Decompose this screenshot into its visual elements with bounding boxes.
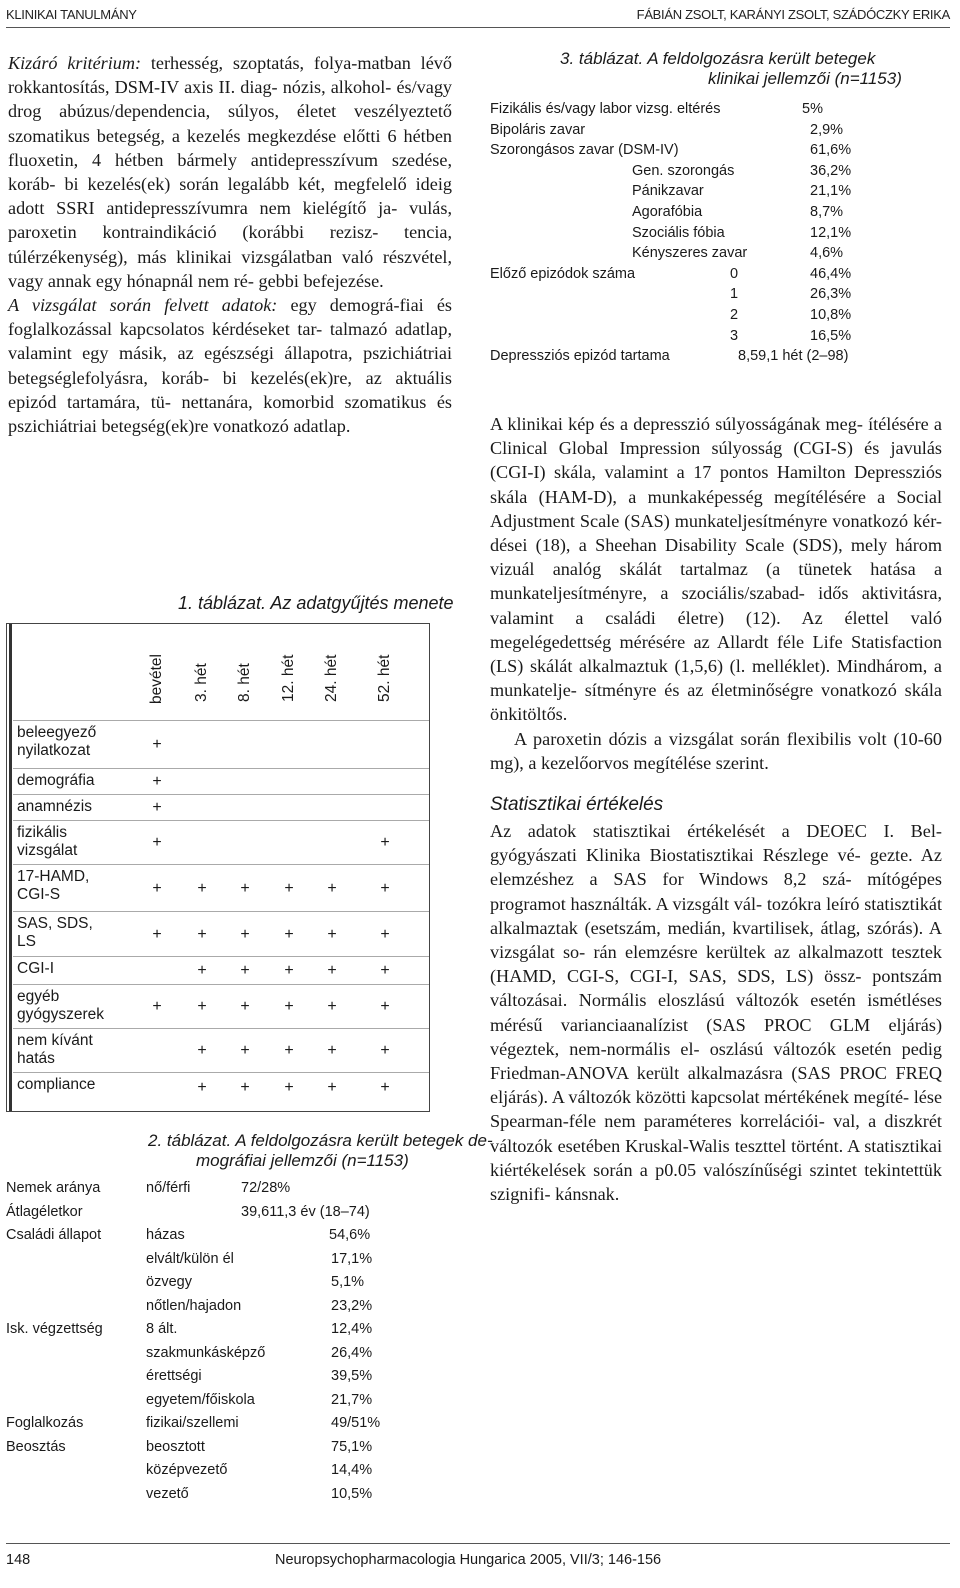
dosage-paragraph: [490, 727, 942, 775]
table3-caption-line1: 3. táblázat. A feldolgozásra került betegek: [560, 49, 876, 68]
text-line: esetén ismétléses mérésű varianciaanalízist (SAS: [490, 990, 943, 1035]
table1-cell-mark: +: [284, 962, 294, 979]
section-heading-statistics: Statisztikai értékelés: [490, 794, 664, 816]
table3-category: 0: [730, 265, 739, 282]
text-line: féle Life Statisfaction (LS) skálát alkalmaztuk: [490, 631, 943, 677]
text-line: A változók közötti kapcsolat mértékének megíté-: [551, 1087, 910, 1108]
table1-cell-mark: +: [380, 926, 390, 943]
table1-cell-mark: +: [197, 998, 207, 1015]
table2-caption-line1: 2. táblázat. A feldolgozásra került betegek de-: [148, 1131, 493, 1150]
table1-cell-mark: +: [327, 962, 337, 979]
table3-row-label: Fizikális és/vagy labor vizsg. eltérés: [490, 101, 721, 117]
row-label-line: CGI-I: [17, 960, 55, 977]
table3-category: Szociális fóbia: [632, 224, 725, 241]
table1-cell-mark: +: [284, 926, 294, 943]
table3-value: 10,8%: [810, 307, 852, 323]
table2-category: házas: [146, 1227, 185, 1243]
table3-category: Pánikzavar: [632, 183, 704, 200]
table1: [6, 623, 430, 1112]
row-label-line: gyógyszerek: [17, 1006, 105, 1023]
table1-row-label: [17, 798, 92, 816]
text-line: terhesség, szoptatás, folya-: [141, 53, 358, 73]
text-line: tencia, túlérzékenység), más klinikai vizsgálatban: [8, 222, 452, 267]
table1-row-divider: [13, 1072, 429, 1073]
table1-cell-mark: +: [380, 1079, 390, 1096]
table3-category: 1: [730, 286, 739, 303]
table1-cell-mark: +: [197, 1042, 207, 1059]
table1-cell-mark: +: [197, 926, 207, 943]
text-line: súlyos, életet veszélyeztető szomatikus betegség,: [8, 101, 452, 146]
text-line: rán elemzésre kerültek az alkalmazott tesztek: [593, 942, 943, 963]
table1-row-label: [17, 915, 93, 951]
table3-value: 16,5%: [810, 327, 852, 344]
text-line: medián, kvartilisek, átlag, szórás). A vizsgálat so-: [490, 917, 942, 963]
table3-caption-line2: klinikai jellemzői (n=1153): [708, 69, 902, 88]
text-line: A paroxetin dózis a vizsgálat során flexibilis: [514, 728, 852, 749]
table1-cell-mark: +: [240, 1042, 250, 1059]
table2-value: 72/28%: [241, 1180, 291, 1196]
row-label-line: egyéb: [17, 988, 60, 1005]
row-label-line: anamnézis: [17, 798, 92, 815]
table1-row-label: [17, 824, 77, 860]
text-line: pontos Hamilton Depressziós skála (HAM-D), a: [490, 462, 943, 507]
text-line: dései (18), a Sheehan Disability Scale (SDS), mely: [490, 535, 888, 556]
text-line: bi kezelés(ek) során legalább két, megfelelő ideig: [64, 174, 452, 195]
table2-value: 49/51%: [331, 1415, 381, 1431]
table2-row-label: Foglalkozás: [6, 1415, 84, 1431]
table2-category: beosztott: [146, 1438, 205, 1455]
row-label-line: compliance: [17, 1076, 96, 1093]
table1-cell-mark: +: [152, 834, 162, 851]
text-line: val, a diszkrét változók esetében Kruskal-Walis: [490, 1111, 942, 1156]
table1-row-divider: [13, 864, 429, 865]
table3-row-label: Bipoláris zavar: [490, 121, 586, 138]
table1-row-label: [17, 1076, 95, 1094]
table1-cell-mark: +: [197, 962, 207, 979]
table1-column-header: 12. hét: [280, 654, 297, 702]
table3-row-label: Előző epizódok száma: [490, 265, 636, 282]
text-line: sítményre és az életminőségre vonatkozó skála: [584, 680, 942, 701]
table1-cell-mark: +: [327, 1079, 337, 1096]
exclusion-criteria-paragraph: [8, 51, 452, 293]
table3-value: 2,9%: [810, 121, 844, 138]
text-line: (CGI-S) és javulás (CGI-I) skála, valamint a 17: [490, 438, 943, 483]
table1-column-header: 3. hét: [193, 663, 210, 702]
table3-row-label: Depressziós epizód tartama: [490, 348, 670, 365]
text-line: ítélésére a Clinical Global Impression súlyosság: [490, 414, 942, 459]
table3-value: 8,59,1 hét (2–98): [738, 348, 849, 365]
assessment-paragraph: [490, 412, 942, 727]
text-line: fiai és foglalkozással kapcsolatos kérdéseket tar-: [8, 295, 452, 340]
table2-value: 75,1%: [331, 1438, 373, 1455]
journal-citation: Neuropsychopharmacologia Hungarica 2005, VII/3; 146-156: [275, 1552, 662, 1568]
table3-category: Kényszeres zavar: [632, 245, 748, 262]
text-line: bi kezelés(ek)re, az aktuális epizód tartamára, tü-: [8, 367, 452, 412]
exclusion-criteria-label: Kizáró kritérium:: [8, 53, 142, 73]
table1-left-bar: [9, 624, 12, 1111]
table1-cell-mark: +: [240, 880, 250, 897]
table3-value: 12,1%: [810, 224, 852, 241]
table3-category: 2: [730, 307, 739, 323]
text-line: p0.05 valószínűségi szintet tekintettük szignifi-: [490, 1159, 942, 1205]
table3-value: 46,4%: [810, 265, 852, 282]
text-line: Scale (SAS) munkateljesítményre vonatkozó kér-: [579, 510, 942, 531]
table3-category: Agorafóbia: [632, 204, 703, 220]
table2: [6, 1180, 456, 1530]
table3-value: 26,3%: [810, 286, 852, 303]
table2-category: elvált/külön él: [146, 1250, 234, 1267]
table2-row-label: Átlagéletkor: [6, 1203, 83, 1220]
table1-row-label: [17, 1032, 93, 1068]
table1-row-label: [17, 960, 54, 978]
running-head-left: KLINIKAI TANULMÁNY: [6, 7, 137, 22]
table1-cell-mark: +: [152, 799, 162, 816]
table3-value: 36,2%: [810, 162, 852, 179]
text-line: élettel való megelégedettség mérésére az Allardt: [490, 607, 942, 652]
text-line: betegség(ek)re vonatkozó adatlap.: [101, 416, 351, 437]
table1-row-divider: [13, 956, 429, 957]
table2-row-label: Nemek aránya: [6, 1180, 101, 1196]
text-line: nózis, alkohol- és/vagy drog abúzus/dependencia,: [8, 77, 453, 122]
table1-cell-mark: +: [197, 880, 207, 897]
table1-column-header: bevétel: [148, 654, 165, 704]
text-line: talmazó adatlap, valamint egy másik, az egészségi: [8, 319, 453, 364]
text-line: teszttel történt. A statisztikai kiértékelések során a: [490, 1135, 942, 1180]
table3-category: Gen. szorongás: [632, 162, 735, 179]
table2-category: középvezető: [146, 1462, 228, 1478]
table1-cell-mark: +: [152, 736, 162, 753]
text-line: mítógépes programot használták. A vizsgált vál-: [490, 869, 942, 914]
running-head-authors: FÁBIÁN ZSOLT, KARÁNYI ZSOLT, SZÁDÓCZKY ERIKA: [636, 7, 950, 22]
text-line: kánsnak.: [555, 1184, 620, 1205]
text-line: gezte. Az elemzéshez a SAS for Windows 8,2 szá-: [490, 845, 942, 890]
text-line: (HAMD, CGI-S, CGI-I, SAS, SDS, LS) össz-: [490, 966, 862, 987]
row-label-line: vizsgálat: [17, 842, 78, 859]
table2-category: özvegy: [146, 1274, 192, 1290]
text-line: A klinikai kép és a depresszió súlyosságának meg-: [490, 414, 863, 434]
table1-column-header: 8. hét: [236, 663, 253, 702]
table3-value: 61,6%: [810, 142, 852, 159]
table3: [490, 101, 940, 381]
table1-cell-mark: +: [240, 926, 250, 943]
table2-category: 8 ált.: [146, 1321, 178, 1337]
text-line: adott SSRI antidepresszívumra nem kielégítő ja-: [8, 198, 398, 219]
text-line: lése Spearman-féle nem paraméteres korrelációi-: [490, 1087, 943, 1132]
table2-value: 26,4%: [331, 1344, 373, 1361]
table2-value: 17,1%: [331, 1250, 373, 1267]
footer-rule: [6, 1543, 950, 1544]
table2-value: 5,1%: [331, 1274, 365, 1290]
table2-value: 21,7%: [331, 1391, 373, 1408]
text-line: gyógyászati Klinika Biostatisztikai Részlege vé-: [490, 845, 861, 866]
text-line: önkitöltős.: [490, 704, 568, 725]
table1-row-divider: [13, 820, 429, 821]
table1-cell-mark: +: [152, 880, 162, 897]
table2-value: 39,611,3 év (18–74): [241, 1203, 370, 1220]
table2-category: nőtlen/hajadon: [146, 1297, 242, 1314]
table1-cell-mark: +: [152, 773, 162, 790]
text-line: munkaképesség megítélésére a Social Adjustment: [490, 486, 942, 531]
row-label-line: LS: [17, 933, 36, 950]
table2-category: vezető: [146, 1485, 189, 1502]
text-line: idős aktivitásra, valamint a családi életre) (12). Az: [490, 583, 942, 628]
row-label-line: nem kívánt: [17, 1032, 93, 1049]
left-text-column: [8, 51, 452, 438]
table1-cell-mark: +: [380, 880, 390, 897]
table1-column-header: 24. hét: [323, 654, 340, 702]
table2-row-label: Isk. végzettség: [6, 1321, 103, 1337]
table2-category: egyetem/főiskola: [146, 1391, 255, 1408]
table1-row-divider: [13, 720, 429, 721]
table1-row-label: [17, 868, 89, 904]
table1-cell-mark: +: [197, 1079, 207, 1096]
table3-row-label: Szorongásos zavar (DSM-IV): [490, 142, 679, 159]
table1-cell-mark: +: [284, 1079, 294, 1096]
table1-cell-mark: +: [380, 962, 390, 979]
table1-cell-mark: +: [152, 998, 162, 1015]
table2-category: érettségi: [146, 1368, 202, 1384]
text-line: egy demográ-: [277, 295, 400, 316]
text-line: hétben bármely antidepresszívum szedése, koráb-: [8, 149, 452, 195]
text-line: állapotra, pszichiátriai betegséglefolyásra, koráb-: [8, 343, 453, 388]
statistics-paragraph: [490, 819, 942, 1206]
table1-row-divider: [13, 984, 429, 985]
table1-cell-mark: +: [152, 926, 162, 943]
table2-value: 12,4%: [331, 1321, 373, 1337]
collected-data-label: A vizsgálat során felvett adatok:: [8, 295, 278, 316]
row-label-line: beleegyező: [17, 724, 97, 741]
table2-value: 14,4%: [331, 1462, 373, 1478]
table1-cell-mark: +: [284, 880, 294, 897]
text-line: oszlású változók esetén pedig Friedman-ANOVA: [490, 1038, 943, 1084]
table1-cell-mark: +: [327, 880, 337, 897]
table3-value: 21,1%: [810, 183, 852, 200]
table1-row-label: [17, 988, 104, 1024]
table1-row-divider: [13, 1028, 429, 1029]
text-line: volt (10-60 mg), a kezelőorvos megítélése szerint.: [490, 728, 942, 773]
row-label-line: fizikális: [17, 824, 67, 841]
table1-row-label: [17, 724, 96, 760]
table1-cell-mark: +: [380, 1042, 390, 1059]
text-line: nettanára, komorbid szomatikus és pszichiátriai: [8, 391, 453, 437]
table1-cell-mark: +: [327, 1042, 337, 1059]
table2-value: 10,5%: [331, 1485, 373, 1502]
table1-cell-mark: +: [284, 1042, 294, 1059]
table1-row-divider: [13, 794, 429, 795]
table2-row-label: Beosztás: [6, 1438, 66, 1455]
row-label-line: SAS, SDS,: [17, 915, 93, 932]
table3-category: 3: [730, 327, 739, 344]
table1-row-divider: [13, 911, 429, 912]
table3-value: 5%: [802, 101, 823, 117]
table1-row-divider: [13, 768, 429, 769]
table1-column-header: 52. hét: [376, 654, 393, 702]
table2-category: fizikai/szellemi: [146, 1415, 239, 1431]
table2-category: szakmunkásképző: [146, 1344, 266, 1361]
row-label-line: demográfia: [17, 772, 95, 789]
text-line: a kezelés megkezdése előtti 6 hétben fluoxetin, 4: [8, 125, 452, 170]
text-line: pontszám változásai. Normális eloszlású változók: [490, 966, 943, 1011]
table1-cell-mark: +: [240, 1079, 250, 1096]
text-line: három vizuál analóg skálát tartalmaz (a tünetek: [490, 535, 942, 580]
table1-cell-mark: +: [240, 962, 250, 979]
table1-row-label: [17, 772, 95, 790]
table1-cell-mark: +: [327, 998, 337, 1015]
text-line: PROC GLM eljárás) végeztek, nem-normális el-: [490, 1014, 943, 1059]
table1-cell-mark: +: [380, 998, 390, 1015]
row-label-line: 17-HAMD,: [17, 868, 90, 885]
text-line: hatása a munkateljesítményre, a szociális/szabad-: [490, 559, 943, 604]
table1-cell-mark: +: [240, 998, 250, 1015]
text-line: került alkalmazásra (SAS PROC FREQ eljárás).: [490, 1063, 943, 1108]
text-line: (1,5,6) (l. melléklet). Mindhárom, a munkatelje-: [490, 656, 942, 701]
table2-row-label: Családi állapot: [6, 1227, 102, 1243]
table1-cell-mark: +: [327, 926, 337, 943]
table1-caption: 1. táblázat. Az adatgyűjtés menete: [178, 593, 454, 613]
row-label-line: hatás: [17, 1050, 55, 1067]
right-text-column: [490, 412, 942, 1206]
text-line: matban lévő rokkantosítás, DSM-IV axis II. diag-: [8, 53, 452, 98]
header-rule: [6, 27, 950, 28]
table2-value: 54,6%: [329, 1227, 371, 1243]
text-line: vulás, paroxetin kontraindikáció (korábbi rezisz-: [8, 198, 453, 243]
page-number: 148: [6, 1552, 31, 1568]
table2-caption-line2: mográfiai jellemzői (n=1153): [196, 1151, 409, 1170]
table2-category: nő/férfi: [146, 1180, 191, 1196]
table3-value: 4,6%: [810, 245, 844, 262]
text-line: való részvétel, vagy annak egy hónapnál nem ré-: [8, 246, 453, 291]
table1-cell-mark: +: [284, 998, 294, 1015]
text-line: tozókra leíró statisztikát alkalmaztak (esetszám,: [490, 893, 942, 938]
table1-cell-mark: +: [380, 834, 390, 851]
text-line: Az adatok statisztikai értékelését a DEOEC I. Bel-: [490, 821, 942, 842]
text-line: gebbi befejezése.: [258, 270, 384, 291]
table3-value: 8,7%: [810, 204, 844, 220]
table2-value: 39,5%: [331, 1368, 373, 1384]
row-label-line: CGI-S: [17, 886, 61, 903]
row-label-line: nyilatkozat: [17, 742, 91, 759]
collected-data-paragraph: [8, 293, 452, 438]
table2-value: 23,2%: [331, 1297, 373, 1314]
